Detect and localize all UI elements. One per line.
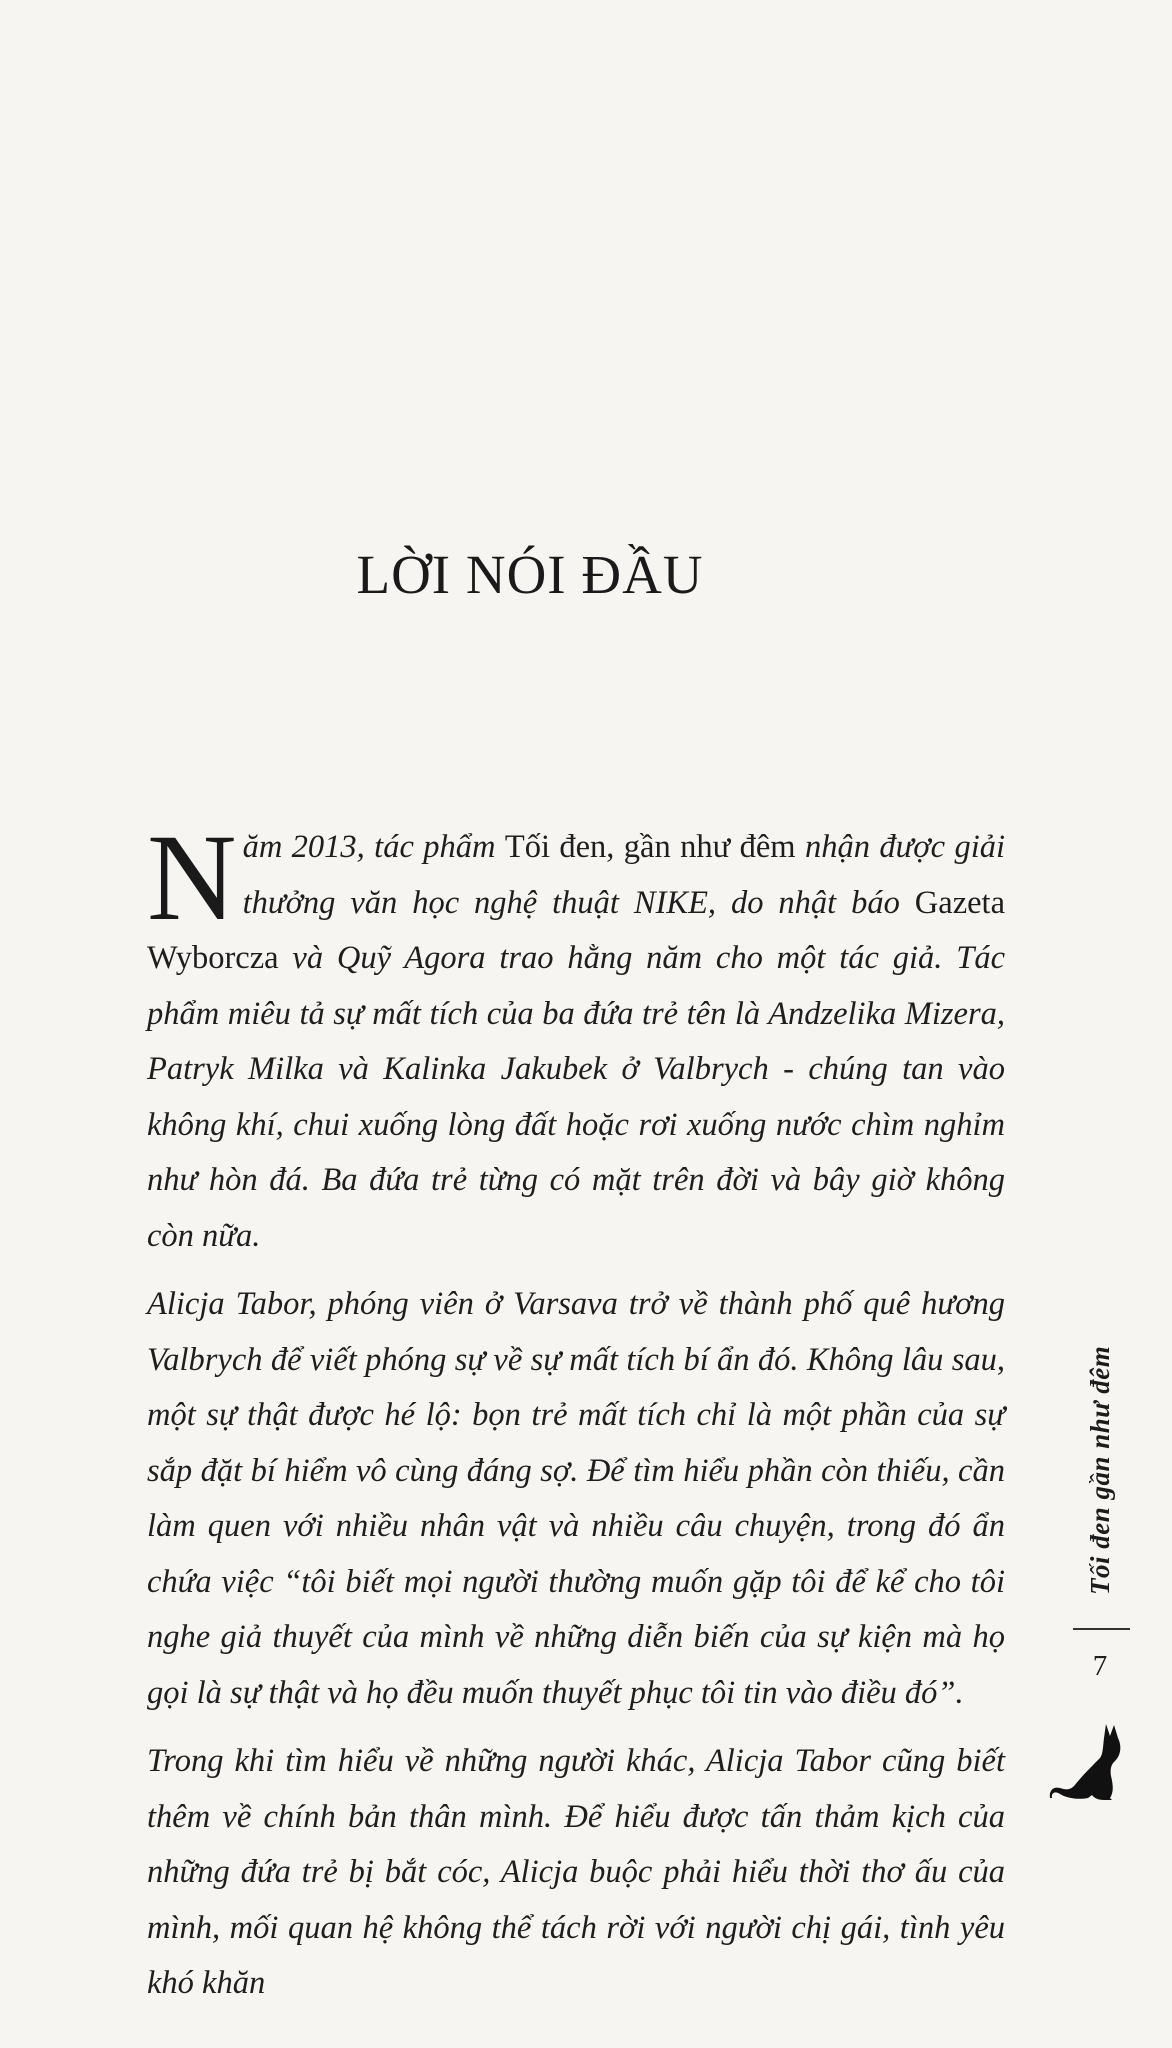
text-segment: Trong khi tìm hiểu về những người khác, Alicja Tabor cũng biết thêm về chính bản thân mình. Để hiểu được tấn thảm kịch của những đứa trẻ bị bắt cóc, Alicja buộc phải hiểu thời thơ ấu của mình, mối quan hệ không thể tách rời với người chị gái, tình yêu khó khăn bbox=[147, 1743, 1005, 2001]
paragraph-2 bbox=[147, 1277, 1005, 1721]
paragraph-3 bbox=[147, 1734, 1005, 2012]
running-book-title: Tối đen gần như đêm bbox=[1085, 1345, 1115, 1595]
chapter-title: LỜI NÓI ĐẦU bbox=[356, 544, 704, 605]
text-segment-book-title: Tối đen, gần như đêm bbox=[504, 829, 796, 865]
body-text bbox=[147, 809, 1006, 2025]
cat-icon bbox=[1048, 1720, 1126, 1804]
drop-cap: N bbox=[147, 809, 237, 946]
text-segment: và Quỹ Agora trao hằng năm cho một tác giả. Tác phẩm miêu tả sự mất tích của ba đứa trẻ tên là Andzelika Mizera, Patryk Milka và Kalinka Jakubek ở Valbrych - chúng tan vào không khí, chui xuống lòng đất hoặc rơi xuống nước chìm nghỉm như hòn đá. Ba đứa trẻ từng có mặt trên đời và bây giờ không còn nữa. bbox=[147, 940, 1005, 1254]
text-segment: ăm 2013, tác phẩm bbox=[242, 829, 505, 865]
text-segment: Alicja Tabor, phóng viên ở Varsava trở về thành phố quê hương Valbrych để viết phóng sự về sự mất tích bí ẩn đó. Không lâu sau, một sự thật được hé lộ: bọn trẻ mất tích chỉ là một phần của sự sắp đặt bí hiểm vô cùng đáng sợ. Để tìm hiểu phần còn thiếu, cần làm quen với nhiều nhân vật và nhiều câu chuyện, trong đó ẩn chứa việc “tôi biết mọi người thường muốn gặp tôi để kể cho tôi nghe giả thuyết của mình về những diễn biến của sự kiện mà họ gọi là sự thật và họ đều muốn thuyết phục tôi tin vào điều đó”. bbox=[147, 1286, 1005, 1711]
text-segment: nhận được giải thưởng văn học nghệ thuật NIKE, do nhật báo bbox=[242, 829, 1006, 921]
side-divider bbox=[1073, 1628, 1130, 1630]
paragraph-1 bbox=[147, 809, 1006, 1264]
page-number: 7 bbox=[1092, 1650, 1108, 1682]
text-segment-newspaper: Gazeta Wyborcza bbox=[147, 884, 1005, 976]
